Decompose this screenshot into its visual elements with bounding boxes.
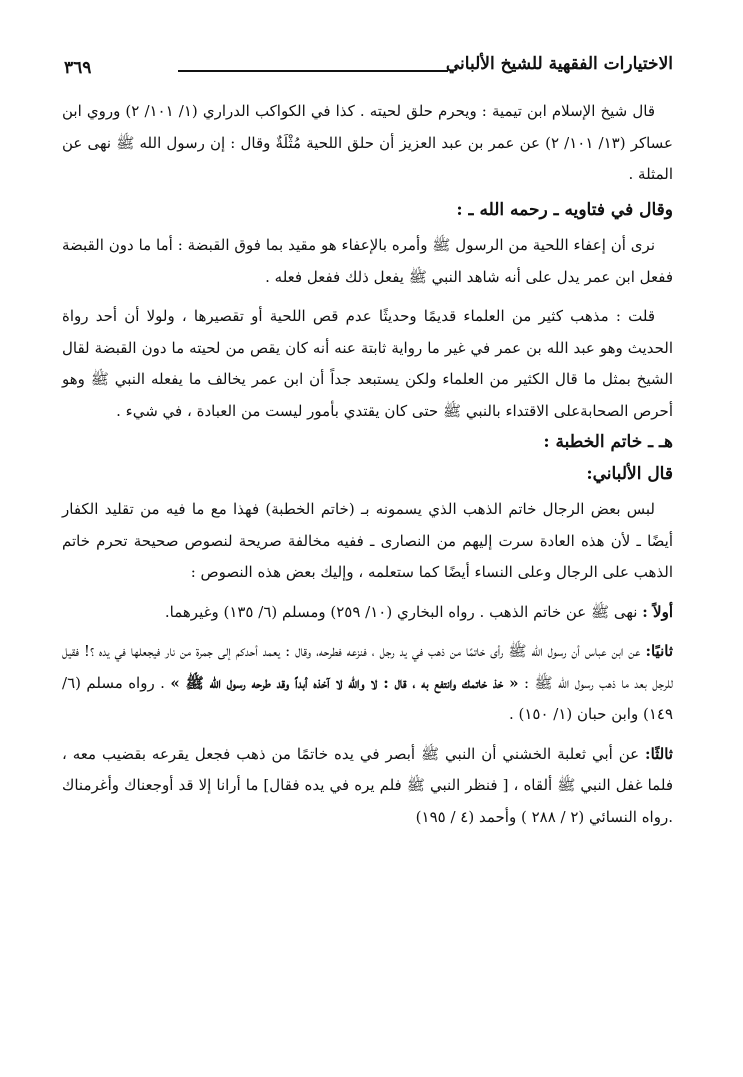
paragraph-gold-ring: لبس بعض الرجال خاتم الذهب الذي يسمونه بـ (خاتم الخطبة) فهذا مع ما فيه من تقليد الكفار أيضًا ـ لأن هذه العادة سرت إليهم من النصارى ـ ففيه مخالفة صريحة لنصوص صحيحة تحرم خاتم الذهب على الرجال وعلى النساء أيضًا كما ستعلمه ، وإليك بعض هذه النصوص : bbox=[62, 500, 673, 581]
page-header bbox=[58, 52, 673, 88]
text-third: عن أبي ثعلبة الخشني أن النبي ﷺ أبصر في يده خاتمًا من ذهب فجعل يقرعه بقضيب معه ، فلما غفل النبي ﷺ ألقاه ، [ فنظر النبي ﷺ فلم يره في يده فقال] ما أرانا إلا قد أوجعناك وأغرمناك .رواه النسائي (٢ / ٢٨٨ ) وأحمد (٤ / ١٩٥) bbox=[62, 744, 673, 826]
page-number: ٣٦٩ bbox=[64, 58, 92, 78]
page-body bbox=[62, 96, 673, 833]
paragraph-first-text bbox=[62, 597, 673, 629]
citation-second: . رواه مسلم (٦/ ١٤٩) وابن حبان (١/ ١٥٠) . bbox=[62, 673, 673, 723]
paragraph-qabda: نرى أن إعفاء اللحية من الرسول ﷺ وأمره بالإعفاء هو مقيد بما فوق القبضة : أما ما دون القبضة ففعل ابن عمر يدل على أنه شاهد النبي ﷺ يفعل ذلك ففعل فعله . bbox=[62, 236, 673, 286]
text-second: عن ابن عباس أن رسول الله ﷺ رأى خاتمًا من ذهب في يد رجل ، فنزعه فطرحه، وقال : يعمد أحدكم إلى جمرة من نار فيجعلها في يده ؟! فقيل للرجل بعد ما ذهب رسول الله ﷺ : bbox=[62, 642, 673, 692]
heading-engagement-ring: هـ ـ خاتم الخطبة : bbox=[543, 432, 673, 452]
paragraph-ibn-taymiyya: قال شيخ الإسلام ابن تيمية : ويحرم حلق لحيته . كذا في الكواكب الدراري (١/ ١٠١/ ٢) وروي ابن عساكر (١٣/ ١٠١/ ٢) عن عمر بن عبد العزيز أن حلق اللحية مُثْلَةٌ وقال : إن رسول الله ﷺ نهى عن المثلة . bbox=[62, 102, 674, 183]
heading-fatawa: وقال في فتاويه ـ رحمه الله ـ : bbox=[456, 199, 673, 220]
paragraph-second-text bbox=[62, 636, 673, 731]
paragraph-third-text bbox=[62, 739, 673, 834]
label-second: ثانيًا: bbox=[645, 642, 673, 660]
paragraph-opinion: قلت : مذهب كثير من العلماء قديمًا وحديثًا عدم قص اللحية أو تقصيرها ، ولولا أن أحد رواة الحديث وهو عبد الله بن عمر في غير ما رواية ثابتة عنه أنه كان يقص من لحيته ما دون القبضة لقال الشيخ بمثل ما قال الكثير من العلماء ولكن يستبعد جداً أن ابن عمر يخالف ما يفعله النبي ﷺ وهو أحرص الصحابةعلى الاقتداء بالنبي ﷺ حتى كان يقتدي بأمور ليست من العبادة ، في شيء . bbox=[62, 307, 673, 420]
running-title: الاختيارات الفقهية للشيخ الألباني bbox=[445, 54, 673, 74]
text-first: نهى ﷺ عن خاتم الذهب . رواه البخاري (١٠/ ٢٥٩) ومسلم (٦/ ١٣٥) وغيرهما. bbox=[164, 602, 638, 621]
label-first: أولاً : bbox=[642, 602, 673, 621]
heading-albani: قال الألباني: bbox=[586, 463, 673, 484]
label-third: ثالثًا: bbox=[645, 744, 673, 763]
header-rule bbox=[178, 70, 448, 72]
quote-second: « خذ خاتمك وانتفع به ، قال : لا والله لا آخذه أبداً وقد طرحه رسول الله ﷺ » bbox=[170, 673, 519, 692]
